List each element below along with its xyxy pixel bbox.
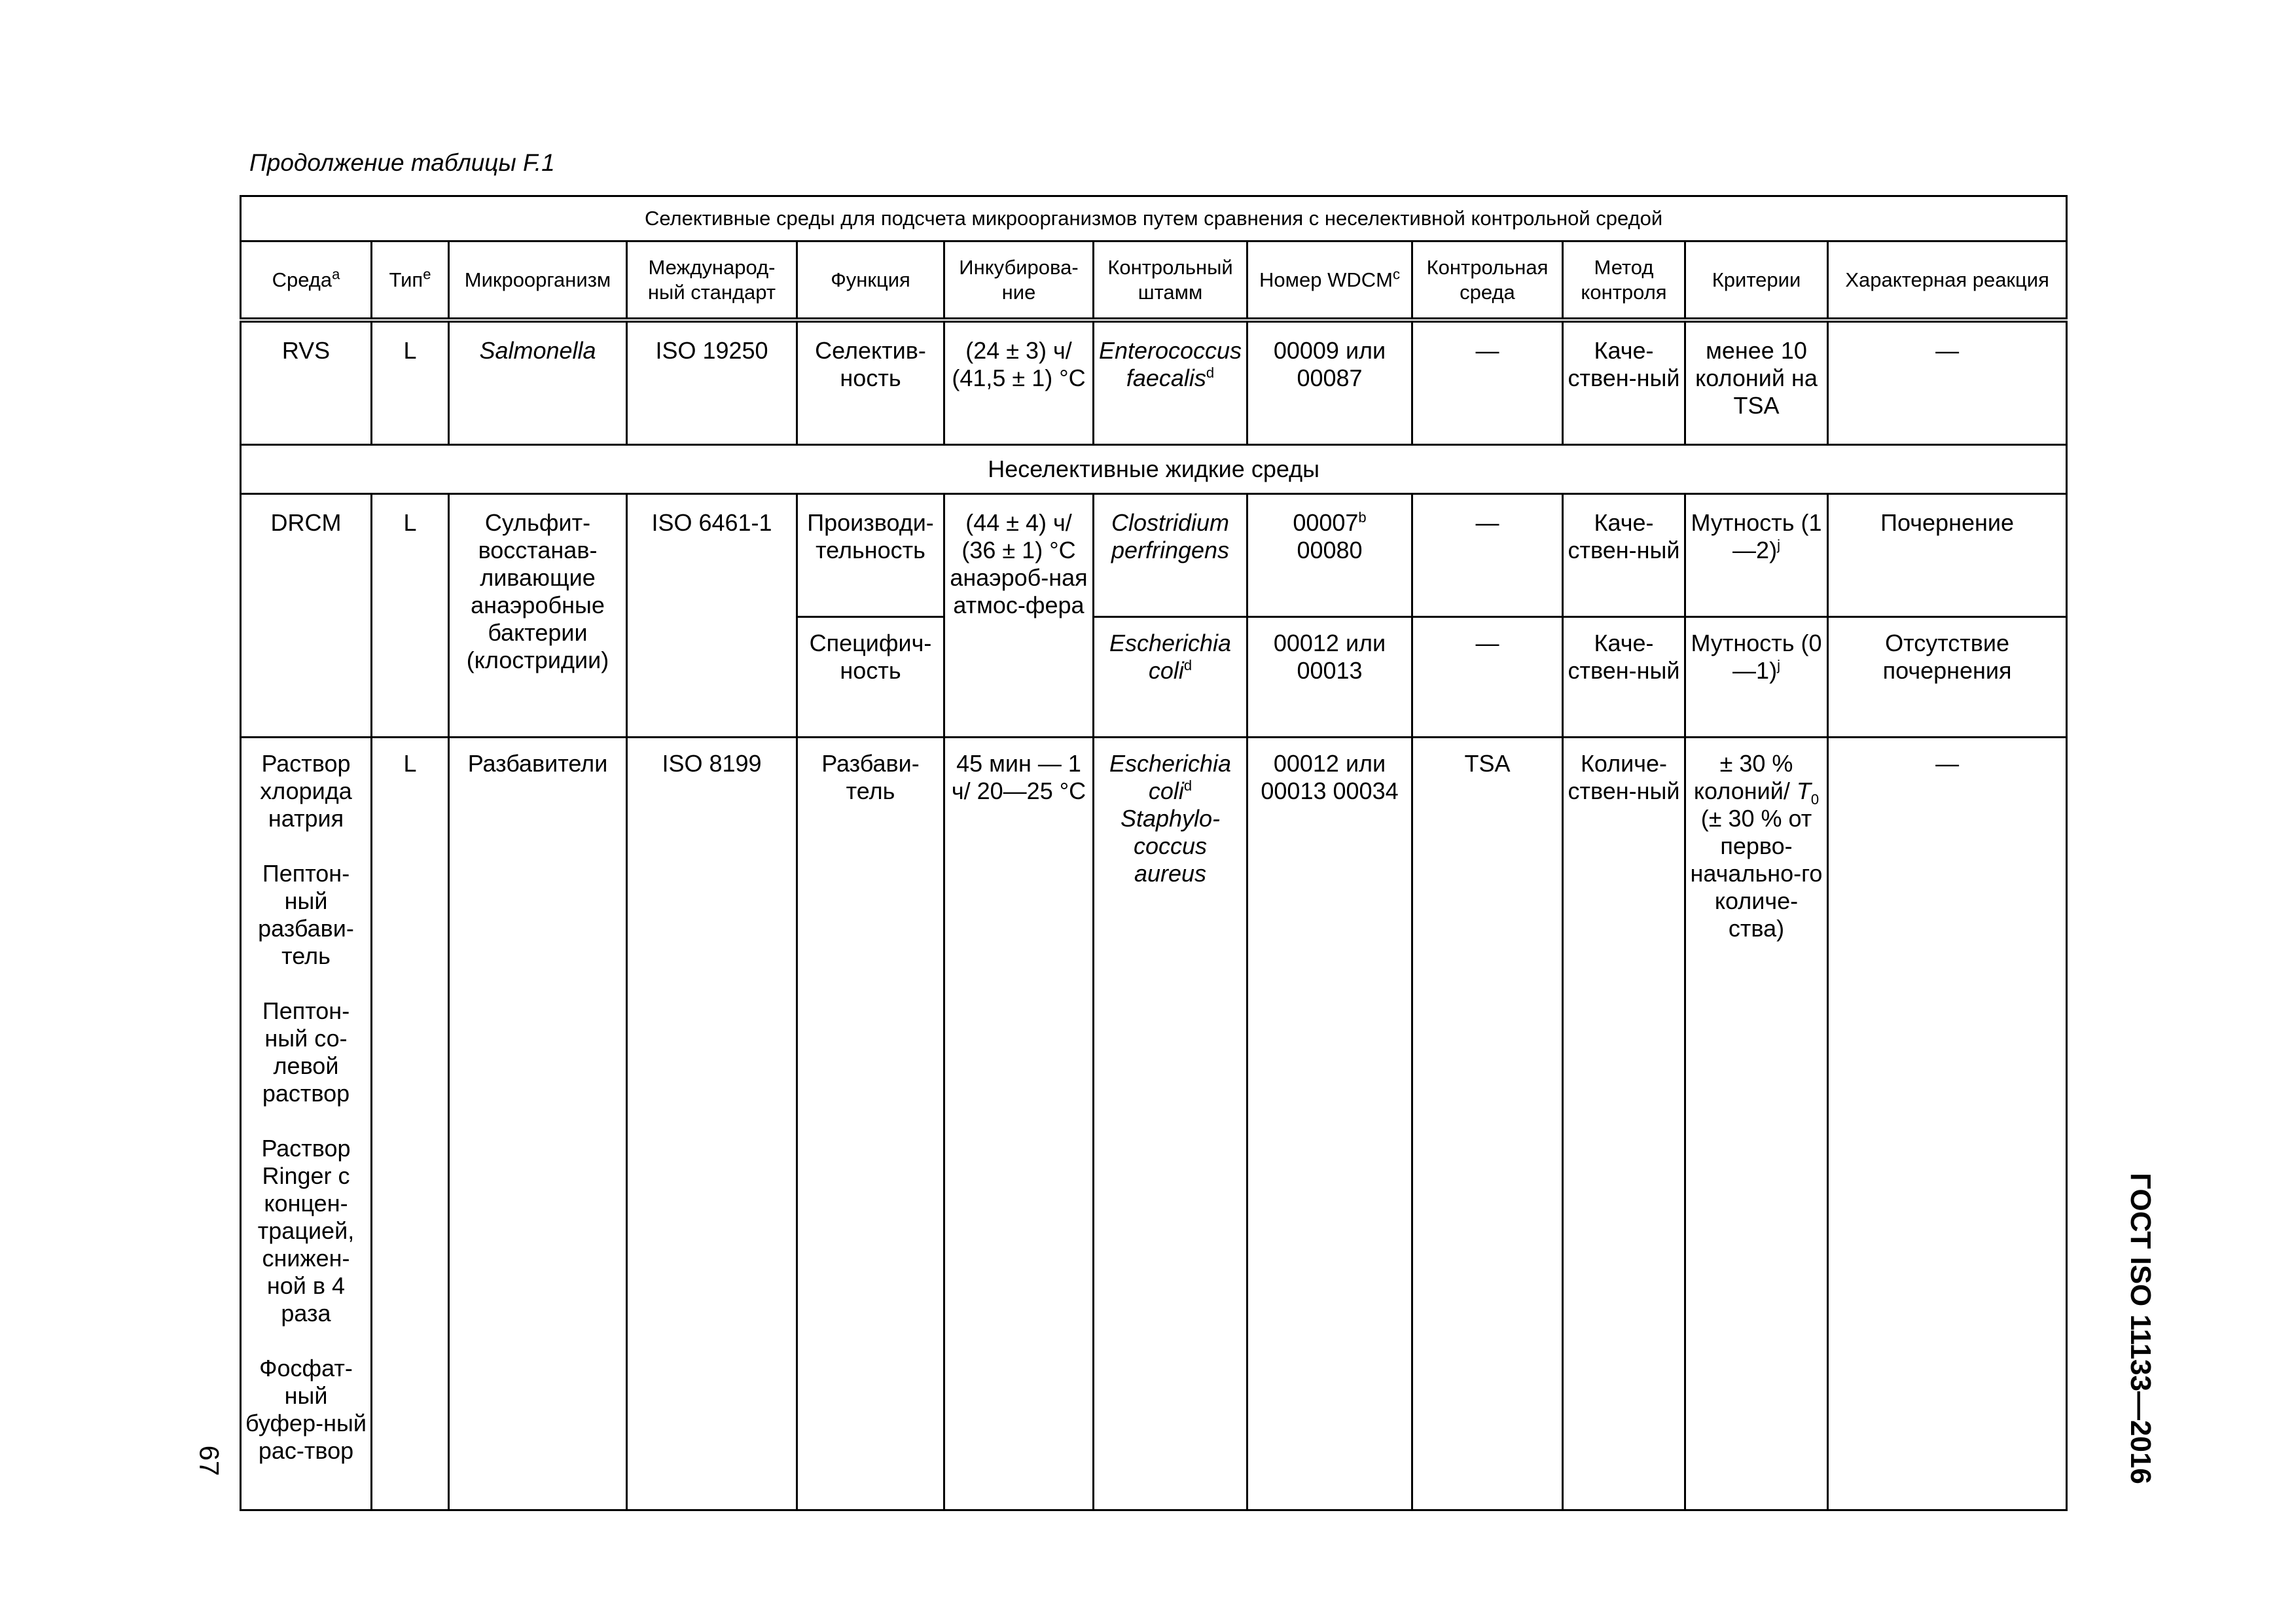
cell-microorganism: Сульфит-восстанав-ливающие анаэробные бактерии (клостридии) bbox=[449, 494, 627, 738]
cell-reaction: Почернение bbox=[1828, 494, 2067, 617]
header-criteria: Критерии bbox=[1685, 241, 1828, 321]
cell-criteria: менее 10 колоний на TSA bbox=[1685, 320, 1828, 445]
header-type: Тип$^e$ bbox=[372, 241, 449, 321]
cell-control-medium: TSA bbox=[1412, 738, 1563, 1510]
document-id bbox=[2125, 1173, 2157, 1484]
cell-incubation: (44 ± 4) ч/ (36 ± 1) °C анаэроб-ная атмос-фера bbox=[944, 494, 1094, 738]
table-row-drcm-productivity bbox=[241, 494, 2067, 617]
cell-reaction: — bbox=[1828, 320, 2067, 445]
cell-control-medium: — bbox=[1412, 494, 1563, 617]
cell-control-strain: Clostridium perfringens bbox=[1094, 494, 1247, 617]
cell-control-medium: — bbox=[1412, 617, 1563, 738]
cell-function: Разбави-тель bbox=[797, 738, 944, 1510]
cell-standard: ISO 6461-1 bbox=[627, 494, 797, 738]
header-incubation: Инкубирова-ние bbox=[944, 241, 1094, 321]
cell-standard: ISO 19250 bbox=[627, 320, 797, 445]
table-row-diluents bbox=[241, 738, 2067, 1510]
cell-incubation: 45 мин — 1 ч/ 20—25 °C bbox=[944, 738, 1094, 1510]
cell-method: Количе-ствен-ный bbox=[1563, 738, 1685, 1510]
cell-microorganism: Salmonella bbox=[449, 320, 627, 445]
cell-criteria: Мутность (0—1)$^j$ bbox=[1685, 617, 1828, 738]
medium-item: Раствор хлорида натрия bbox=[260, 750, 352, 832]
cell-control-medium: — bbox=[1412, 320, 1563, 445]
cell-method: Каче-ствен-ный bbox=[1563, 320, 1685, 445]
section-selective-row bbox=[241, 196, 2067, 241]
document-id-text: ГОСТ ISO 11133—2016 bbox=[2125, 1173, 2157, 1484]
medium-item: Фосфат-ный буфер-ный рас-твор bbox=[245, 1355, 367, 1464]
cell-function: Селектив-ность bbox=[797, 320, 944, 445]
header-medium: Среда$^a$ bbox=[241, 241, 372, 321]
cell-function: Производи-тельность bbox=[797, 494, 944, 617]
header-control-medium: Контрольная среда bbox=[1412, 241, 1563, 321]
media-table bbox=[240, 195, 2068, 1511]
cell-reaction: — bbox=[1828, 738, 2067, 1510]
header-method: Метод контроля bbox=[1563, 241, 1685, 321]
cell-reaction: Отсутствие почернения bbox=[1828, 617, 2067, 738]
cell-wdcm: 00012 или 00013 bbox=[1247, 617, 1412, 738]
medium-item: Пептон-ный разбави-тель bbox=[258, 860, 354, 969]
cell-microorganism: Разбавители bbox=[449, 738, 627, 1510]
section-nonselective-row bbox=[241, 445, 2067, 494]
cell-function: Специфич-ность bbox=[797, 617, 944, 738]
header-standard: Международ-ный стандарт bbox=[627, 241, 797, 321]
header-function: Функция bbox=[797, 241, 944, 321]
cell-standard: ISO 8199 bbox=[627, 738, 797, 1510]
header-row bbox=[241, 241, 2067, 321]
medium-item: Раствор Ringer с концен-трацией, снижен-ной в 4 раза bbox=[257, 1135, 355, 1327]
cell-medium: DRCM bbox=[241, 494, 372, 738]
cell-control-strain: Escherichia coli$^d$ bbox=[1094, 617, 1247, 738]
cell-control-strain: Escherichia coli$^d$ Staphylo-coccus aureus bbox=[1094, 738, 1247, 1510]
cell-wdcm: 00009 или 00087 bbox=[1247, 320, 1412, 445]
cell-medium: RVS bbox=[241, 320, 372, 445]
cell-criteria: Мутность (1—2)$^j$ bbox=[1685, 494, 1828, 617]
section-selective-title: Селективные среды для подсчета микроорганизмов путем сравнения с неселективной контрольной средой bbox=[241, 196, 2067, 241]
header-reaction: Характерная реакция bbox=[1828, 241, 2067, 321]
header-wdcm: Номер WDCM$^c$ bbox=[1247, 241, 1412, 321]
cell-type: L bbox=[372, 738, 449, 1510]
cell-method: Каче-ствен-ный bbox=[1563, 494, 1685, 617]
page-number: 67 bbox=[194, 1445, 225, 1476]
cell-incubation: (24 ± 3) ч/ (41,5 ± 1) °C bbox=[944, 320, 1094, 445]
section-nonselective-title: Неселективные жидкие среды bbox=[241, 445, 2067, 494]
header-control-strain: Контрольный штамм bbox=[1094, 241, 1247, 321]
cell-criteria: ± 30 % колоний/ $T_0$ (± 30 % от перво-начально-го количе-ства) bbox=[1685, 738, 1828, 1510]
cell-wdcm: 00007$^b$ 00080 bbox=[1247, 494, 1412, 617]
header-microorganism: Микроорганизм bbox=[449, 241, 627, 321]
cell-type: L bbox=[372, 320, 449, 445]
cell-wdcm: 00012 или 00013 00034 bbox=[1247, 738, 1412, 1510]
table-row-rvs bbox=[241, 320, 2067, 445]
medium-item: Пептон-ный со-левой раствор bbox=[262, 997, 350, 1107]
cell-method: Каче-ствен-ный bbox=[1563, 617, 1685, 738]
table-caption: Продолжение таблицы F.1 bbox=[249, 149, 555, 176]
cell-medium-list bbox=[241, 738, 372, 1510]
cell-control-strain: Enterococcus faecalis$^d$ bbox=[1094, 320, 1247, 445]
cell-type: L bbox=[372, 494, 449, 738]
